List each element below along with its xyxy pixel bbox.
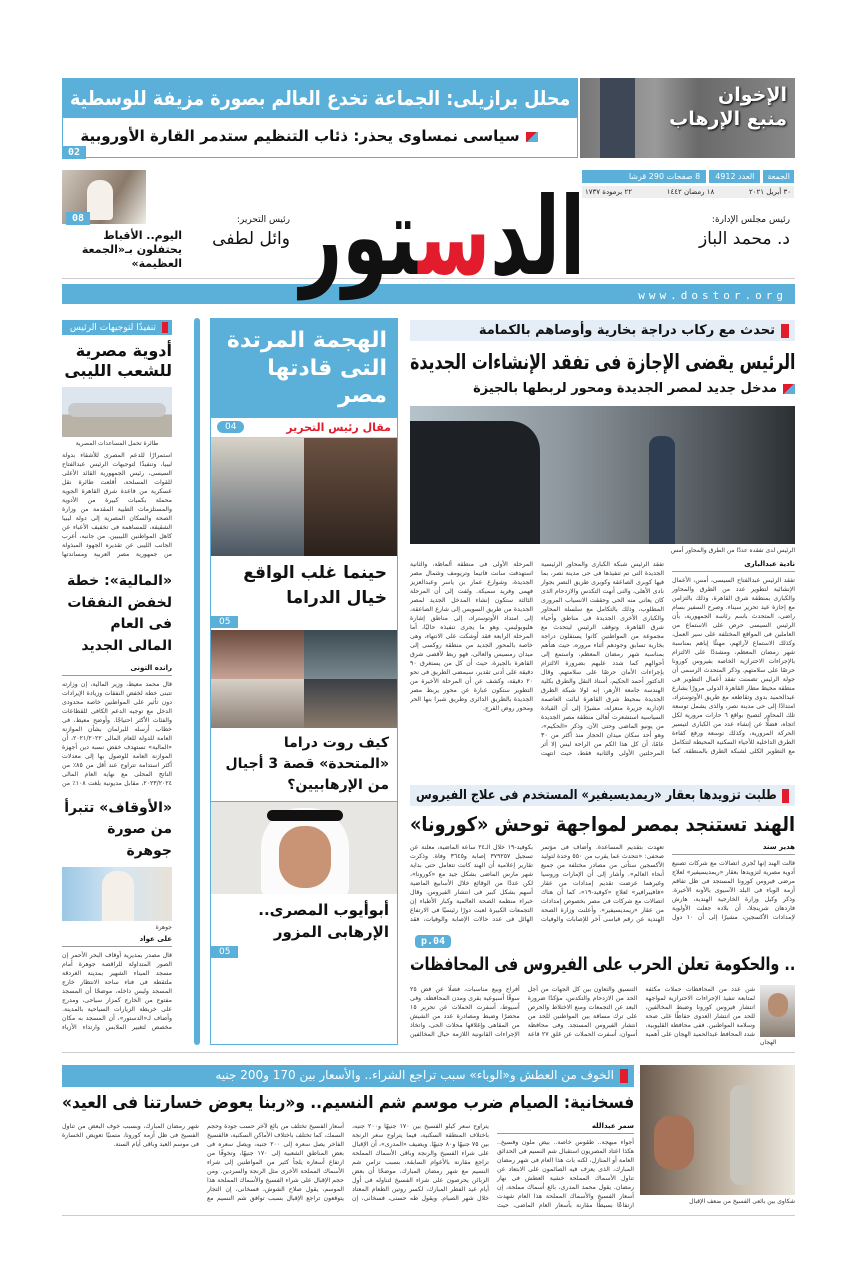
editor-name: وائل لطفى (212, 229, 290, 249)
board-chair (620, 215, 790, 249)
website-link[interactable]: www.dostor.org (638, 289, 787, 302)
main-story-kicker (410, 320, 795, 341)
main-sub-text: مدخل جديد لمصر الجديدة ومحور لربطها بالجيزة (473, 381, 777, 397)
red-marker-icon (781, 324, 789, 338)
logo[interactable] (300, 170, 585, 305)
aid-plane-caption: طائرة تحمل المساعدات المصرية (75, 440, 159, 447)
top-banner-headline[interactable]: محلل برازيلى: الجماعة تخدع العالم بصورة مزيفة للوسطية (69, 86, 570, 110)
logo-wordmark (300, 170, 585, 305)
drama-headline[interactable]: حينما غلب الواقع خيال الدراما (243, 563, 387, 608)
india-author: هدير سند (672, 843, 795, 855)
logo-part-3: تور (299, 175, 418, 300)
gunman-silhouette (600, 78, 635, 158)
main-kicker-wrap (479, 323, 789, 338)
aid-plane-photo[interactable] (62, 387, 172, 437)
child-figure (87, 180, 113, 220)
libya-kicker-text: تنفيذًا لتوجيهات الرئيس (69, 323, 156, 333)
awqaf-headline[interactable]: «الأوقاف» تتبرأ من صورة جوهرة (64, 799, 172, 860)
fish-body: أجواء مبهجة.. طقوس خاصة.. بيض ملون وفسيخ.. هكذا اعتاد المصريون استقبال شم النسيم فى الحدائق العامة أو المنازل، لكنه بات هذا العام فى شهر رمضان المبارك، الذى يعزف فيه الصائمون على الابتعاد عن تناول الأسماك المملحة خشية العطش فى نهار رمضان. يقول محمد المدرى، بائع أسماك مملحة، إن أسعار الفسيخ والأسماك المملحة هذا العام شهدت ارتفاعًا بسيطًا مقارنة بأسعار العام الماضى، حيث يتراوح سعر كيلو الفسيخ بين ١٧٠ جنيهًا و٢٠٠ جنيه، باختلاف المنطقة السكنية، فيما يتراوح سعر الرنجة بين ٧٥ جنيهًا و٨٠ جنيهًا. ويضيف «المدرى»، أن الإقبال على شراء الفسيخ والرنجة وباقى الأسماك المملحة تراجع مقارنة بالأعوام السابقة، بسبب تزامن شم النسيم مع شهر رمضان المبارك، موضحًا أن بعض الزبائن يحرصون على شراء الفسيخ لتناوله فى أول أيام عيد الفطر المبارك، لكسر روتين الطعام المعتاد خلال شهر الصيام. ويقول طه حسنى، فسخانى، إن أسعار الفسيخ تختلف من بائع لآخر حسب جودة وحجم السمك، كما تختلف باختلاف الأماكن السكنية، فالفسيخ الفاخر يصل سعره إلى ٢٠٠ جنيه، ويصل سعره فى بعض المناطق الشعبية إلى ١٧٠ جنيهًا، وتخوفًا من ارتفاع أسعاره يلجأ كثير من المواطنين إلى شراء الأسماك المملحة الأخرى مثل الرنجة والسردين. ومن حجم الإقبال على شراء الفسيخ والأسماك المملحة هذا الموسم، يقول صلاح الشوش، فسخانى، إن التجار يتوقعون تراجع الإقبال بسبب توافق شم النسيم مع شهر رمضان المبارك، وبسبب خوف البعض من تناول الفسيخ فى ظل أزمة كورونا، متمنيًا تعويض الخسارة فى موسم العيد وباقى أيام السنة. (62, 1123, 634, 1209)
fish-kicker-bar (62, 1065, 634, 1087)
fish-shape (730, 1085, 752, 1185)
libya-body: استمرارًا للدعم المصرى للأشقاء بدولة ليبيا، وتنفيذًا لتوجيهات الرئيس عبدالفتاح السيسى، رئيس الجمهورية القائد الأعلى للقوات المسلحة، أقلعت طائرة نقل عسكرية من قاعدة شرق القاهرة الجوية محملة بكميات كبيرة من الأدوية والمستلزمات الطبية المقدمة من وزارة الصحة والسكان المصرية إلى دولة ليبيا الشقيقة، للمساهمة فى تخفيف الأعباء عن كاهل المواطنين الليبيين. من جانبه، أعرب الجانب الليبى عن تقديره الجهود المبذولة من جمهورية مصر العربية ومساندتها (62, 452, 172, 558)
day-badge: الجمعة (763, 170, 794, 183)
red-marker-icon (620, 1069, 628, 1083)
awqaf-author: على عواد (62, 935, 172, 947)
sidebar (62, 320, 172, 1032)
logo-part-2: س (417, 175, 491, 300)
actor-photo-a (304, 630, 397, 679)
red-marker-icon (162, 322, 168, 333)
board-chair-label: رئيس مجلس الإدارة: (711, 215, 790, 225)
photo-title (669, 84, 787, 132)
teaser-page-tag: 08 (66, 212, 90, 225)
finance-body: قال محمد معيط، وزير المالية، إن وزارته تتبنى خطة لخفض النفقات وزيادة الإيرادات دون تأثير على المواطنين خاصة محدودى الدخل مع توجيه الدعم الكافى للقطاعات والفئات الأكثر احتياجًا. وأوضح معيط، فى خطاب أرسله للبرلمان بشأن الموازنة العامة للدولة للعام المالى ٢٠٢١/٢٠٢٢، أن «المالية» تستهدف خفض نسبة دين أجهزة الموازنة العامة للوصول بها إلى معدلات أكثر استدامة تتراوح عند أقل من ٨٥٪ من الناتج المحلى مع نهاية العام المالى ٢٠٢٣/٢٠٢٤، مقابل مديونية بلغت ١٠٨٪ من (62, 680, 172, 787)
column-divider (194, 318, 200, 1045)
date-gregorian: ٣٠ أبريل ٢٠٢١ (748, 188, 791, 196)
brotherhood-photo[interactable] (580, 78, 795, 158)
abu-ayoub-headline[interactable]: أبوأيوب المصرى.. الإرهابى المزور (258, 900, 389, 942)
government-headline-row (410, 954, 795, 977)
editorial-label[interactable]: مقال رئيس التحرير (286, 420, 391, 434)
actor-photo-d (211, 679, 304, 728)
actor-photo-b (211, 630, 304, 679)
top-banner-subheadline[interactable]: سياسى نمساوى يحذر: ذئاب التنظيم ستدمر القارة الأوروبية (80, 127, 520, 145)
photo-title-line1: الإخوان (718, 84, 787, 106)
footer-divider (62, 1215, 795, 1216)
top-banner-headline-bar (62, 78, 578, 118)
president-photo-caption: الرئيس لدى تفقده عددًا من الطرق والمحاور أمس (670, 546, 795, 554)
logo-part-1: الد (490, 175, 585, 300)
person-figure (649, 436, 675, 544)
bottom-divider (62, 1052, 795, 1053)
governor-photo[interactable] (760, 985, 795, 1037)
main-kicker-text: تحدث مع ركاب دراجة بخارية وأوصاهم بالكمامة (478, 323, 775, 338)
face-shape (768, 993, 788, 1017)
actor-photo-right (304, 438, 397, 556)
actor-photo-c (304, 679, 397, 728)
features-column (210, 318, 398, 1045)
awqaf-body: قال مصدر بمديرية أوقاف البحر الأحمر إن الصور المتداولة للراقصة جوهرة أمام مسجد الميناء الشهير بمدينة الغردقة ملتقطة فى فناء ساحة الانتظار خارج المسجد وليس داخله، موضحًا أن المسجد مفتوح من الخارج كمزار سياحى، ومدرج على خريطة الزيارات السياحية بالمدينة. وأضاف لـ«الدستور»، أن المسجد به مكان مخصص لتغيير الملابس وارتداء الأزياء (62, 951, 172, 1031)
government-body: شن عدد من المحافظات حملات مكثفة لمتابعة تنفيذ الإجراءات الاحترازية لمواجهة انتشار فيروس كورونا وضبط المخالفين، للحد من انتشار العدوى حفاظًا على صحة وسلامة المواطنين. ففى محافظة القليوبية، شدد المحافظ عبدالحميد الهجان على أهمية التنسيق والتعاون بين كل الجهات من أجل الحد من الازدحام والتكدس، مؤكدًا ضرورة البعد عن التجمعات ومنع الاختلاط والحرص على ترك مسافة بين المواطنين للحد من انتشار الفيروس المستجد. وفى محافظة أسوان، أسفرت الحملات عن غلق ٢٧ قاعة أفراح وبيع مناسبات، فضلًا عن فض ٢٥ سوقًا أسبوعية بقرى ومدن المحافظة. وفى أسيوط، أسفرت الحملات عن تحرير ١٥ محضرًا وضبط ومصادرة عدد من الشيش من المقاهى وإغلاقها محلات الحى، واتخاذ الإجراءات القانونية اللازمة حيال المخالفين (410, 986, 755, 1038)
red-marker-icon (782, 789, 789, 803)
india-body: قالت الهند إنها تُجرى اتصالات مع شركات تصنيع أدوية مصرية لتزويدها بعقار «ريمديسيفير» لعلاج مرضى فيروس كورونا المستجد فى ظل تفاقم أزمة الوباء فى البلد الآسيوى بالآونة الأخيرة. وذكر وكيل وزارة الخارجية الهندية، هارش فاردهان شرينجلا، أن بلاده جعلت الأولوية لإمدادات الأكسجين، مشيرًا إلى أن ١٠ دول تعهدت بتقديم المساعدة. وأضاف فى مؤتمر صحفى: «نتحدث عما يقرب من ٥٥٠ وحدة لتوليد الأكسجين ستأتى من مصادر مختلفة من جميع أنحاء العالم». وأشار إلى أن الإمارات وروسيا وغيرهما عرضت تقديم إمدادات من عقار «فافيبرافير» لعلاج «كوفيد-١٩»، كما أن هناك اتصالات مع شركات فى مصر بخصوص إمدادات من عقار «ريمديسيفير». وأعلنت وزارة الصحة الهندية عن رقم قياسى آخر للإصابات والوفيات بكوفيد-١٩ خلال الـ٢٤ ساعة الماضية، معلنة عن تسجيل ٣٧٩٢٥٧ إصابة و٣٦٤٥ وفاة. وذكرت تقارير إعلامية أن الهند كانت تتعامل حتى بداية شهر مارس الماضى بشكل جيد مع «كورونا»، لكن عددًا من الوقائع خلال الأسابيع الماضية أسهم بشكل كبير فى انتشار الفيروس. وقال خبراء منظمة الصحة العالمية وكبار الأطباء إن التجمعات الكبيرة لعبت دورًا رئيسيًا فى الارتفاع الهائل فى عدد حالات الإصابة والوفيات، فقد (410, 844, 795, 923)
fish-columns (62, 1122, 634, 1210)
fish-author: سمر عبدالله (497, 1122, 634, 1134)
india-kicker-text: طلبت تزويدها بعقار «ريمديسيفير» المستخدم فى علاج الفيروس (415, 788, 777, 803)
photo-title-line2: منبع الإرهاب (669, 107, 787, 130)
actors-grid-photo[interactable] (211, 630, 397, 728)
plane-shape (68, 403, 166, 417)
fish-kicker: الخوف من العطش و«الوباء» سبب تراجع الشراء.. والأسعار بين 170 و200 جنيه (215, 1068, 614, 1082)
agal-shape (267, 810, 343, 821)
fish-seller-photo[interactable] (640, 1065, 795, 1195)
main-story-author: نادية عبدالبارى (672, 560, 795, 572)
editor-label: رئيس التحرير: (236, 215, 290, 225)
page-tag: 02 (62, 146, 86, 159)
copts-teaser-headline[interactable]: اليوم.. الأقباط يحتفلون بـ«الجمعة العظيمة» (81, 229, 182, 270)
top-banner-subheadline-row (62, 118, 578, 158)
india-kicker-wrap (416, 788, 789, 803)
top-banner-subheadline-wrap (80, 118, 537, 154)
india-headline-row (410, 812, 795, 837)
main-story-body: تفقد الرئيس عبدالفتاح السيسى، أمس، الأعمال الإنشائية لتطوير عدد من الطرق والمحاور والكبارى بمنطقة شرق القاهرة، وذلك بالتزامن مع إجازة عيد تحرير سيناء. وصرح السفير بسام راضى، المتحدث باسم رئاسة الجمهورية، بأن الرئيس السيسى حرص على الاستماع من العاملين فى المواقع المختلفة على سير العمل، وكذلك الاستماع لآرائهم، مهنئًا إياهم بمناسبة شهر رمضان المعظم، ومشددًا على الالتزام بالإجراءات الاحترازية الخاصة بفيروس كورونا حرصًا على سلامتهم. وذكر المتحدث الرسمى أن جولة الرئيس تضمنت تفقد أعمال التطوير فى منطقة محيط مطار القاهرة الدولى مرورًا بشارع عبدالحميد بدوى وتقاطعه مع طريق الأوتوستراد، امتدادًا إلى حى مدينة نصر، والذى يشمل توسعة تلك المحاور لتصبح بواقع ٦ حارات مرورية لكل اتجاه، فضلًا عن إنشاء عدد من الكبارى لتيسير الحركة المرورية، وكذلك توسعة ورفع كفاءة الطرق الداخلية للأحياء السكنية المحيطة لتتكامل مع التطوير الكلى لشبكة الطرق بالمنطقة. كما تفقد الرئيس شبكة الكبارى والمحاور الرئيسية الجديدة التى تم تنفيذها فى حى مدينة نصر، بما فيها كوبرى الصاعقة وكوبرى طريق النصر بجوار نادى الأهلى، والتى أنهت التكدس والازدحام الذى كان يعانى منه الحى وحققت الانسياب المرورى المطلوب، وذلك بالتكامل مع سلسلة المحاور والكبارى الأخرى الجديدة فى مناطق وأحياء شرق القاهرة. وتوقف الرئيس ليتحدث مع مجموعة من المواطنين كانوا يستقلون دراجة بخارية تسابق وجودهم أثناء مروره، حيث هنأهم بمناسبة شهر رمضان المعظم، واستمع إلى أحوالهم كما شدد عليهم بضرورة الالتزام بإجراءات الأمان حرصًا على سلامتهم. وقال الدكتور أحمد الحكيم، أستاذ النقل والطرق بكلية الهندسة جامعة الأزهر، إنه لولا شبكة الطرق الجديدة بمحيط شرق القاهرة لبائت العاصمة الإدارية جزيرة منعزلة، مشيرًا إلى أن القيادة السياسية استشعرت أهالى منطقة مصر الجديدة من يونيو الماضى وحتى الآن. وذكر «الحكيم»، وهو أحد سكان ميدان الحجاز منذ أكثر من ٣٠ عامًا، أن كل هذا الكم من الراحة ليس إلا أثر المرحلتين الأولى والثانية فقط، حيث انتهت المرحلة الأولى فى منطقة ألماظة، والثانية استهدفت سانت فاتيما وتريومف وشمال مصر الجديدة، وشوارع عمار بن ياسر وعبدالعزيز فهمى وفريد سميكة. ولفت إلى أن المرحلة الثالثة ستكون إنشاء المدخل الجديد لمصر الجديدة من طريق السويس إلى شارع الصاعقة، إلى امتداد الأوتوستراد، إلى مناطق إشارة هليوبوليس، وهو ما يجرى تنفيذه حاليًا، أما المرحلة الرابعة فقد أوشكت على الانتهاء، وهى خاصة بالمحور الجديد من منطقة روكسى إلى ميدان رمسيس والعالى، فهو ربط لأقصى شرق القاهرة بالجيزة، حيث أن كل من يستغرق ٩٠ دقيقة على أدنى تقدير، سيمضى الطريق فى نحو ٢٠ دقيقة، وكشف عن أن المرحلة الأخيرة من التطوير ستكون عبارة عن محور يربط مصر الجديدة بالطريق الدائرى وطريق شبرا بنها الحر ومحور روض الفرج. (410, 560, 795, 757)
date-hijri: ١٨ رمضان ١٤٤٢ (666, 188, 715, 196)
main-story-columns (410, 560, 795, 758)
abu-ayoub-tag-row (211, 946, 397, 960)
india-story (410, 785, 795, 931)
fish-kicker-wrap (215, 1068, 628, 1083)
arrow-bullet-icon (526, 132, 538, 142)
main-story (410, 320, 795, 758)
finance-author: رانده التونى (62, 664, 172, 676)
issue-info (582, 170, 794, 198)
editorial-label-row (211, 418, 397, 439)
gawhara-caption: جوهرة (155, 923, 172, 931)
actors-photo-1[interactable] (211, 438, 397, 556)
drama-2-headline[interactable]: كيف روت دراما «المتحدة» قصة 3 أجيال من الإرهابيين؟ (211, 728, 397, 802)
editor-in-chief (190, 215, 290, 249)
india-headline[interactable]: الهند تستنجد بمصر لمواجهة توحش «كورونا» (410, 812, 795, 836)
actor-photo-left (211, 438, 304, 556)
pages-price-badge: 8 صفحات 290 قرشا (582, 170, 706, 183)
main-story-subheadline (410, 381, 795, 397)
libya-kicker (62, 320, 172, 335)
main-story-headline[interactable]: الرئيس يقضى الإجازة فى تفقد الإنشاءات الجديدة (409, 350, 795, 374)
government-headline[interactable]: .. والحكومة تعلن الحرب على الفيروس فى المحافظات (409, 954, 795, 975)
drama-tag-row (211, 616, 397, 630)
face-shape (279, 826, 331, 888)
editorial-page-tag: 04 (217, 421, 244, 433)
fish-headline[interactable]: فسخانية: الصيام ضرب موسم شم النسيم.. و«ربنا يعوض خسارتنا فى العيد» (61, 1093, 634, 1113)
car-shape (410, 421, 540, 544)
fish-headline-row (62, 1093, 634, 1114)
board-chair-name: د. محمد الباز (698, 229, 790, 249)
date-coptic: ٢٢ برمودة ١٧٣٧ (585, 188, 632, 196)
drama-page-tag: 05 (211, 616, 238, 628)
seller-face (654, 1115, 694, 1170)
main-story-headline-row (410, 349, 795, 375)
india-kicker (410, 785, 795, 806)
arrow-bullet-icon (783, 384, 795, 394)
editorial-headline[interactable]: الهجمة المرتدة التى قادتها مصر (211, 319, 397, 418)
main-sub-wrap (473, 381, 795, 397)
woman-figure (102, 871, 134, 921)
fish-photo-caption: شكاوى بين بائعى الفسيخ من ضعف الإقبال (689, 1198, 795, 1205)
gawhara-photo[interactable] (62, 867, 172, 921)
abu-ayoub-page-tag: 05 (211, 946, 238, 958)
issue-badge: العدد 4912 (709, 170, 760, 183)
president-tour-photo[interactable] (410, 406, 795, 544)
governor-caption: الهجان (760, 1039, 777, 1046)
finance-headline[interactable]: «المالية»: خطة لخفض النفقات فى العام المالى الجديد (67, 573, 172, 655)
india-columns (410, 843, 795, 924)
india-page-tag: p.04 (415, 935, 451, 948)
abu-ayoub-photo[interactable] (211, 802, 397, 894)
libya-headline[interactable]: أدوية مصرية للشعب الليبى (64, 341, 172, 380)
